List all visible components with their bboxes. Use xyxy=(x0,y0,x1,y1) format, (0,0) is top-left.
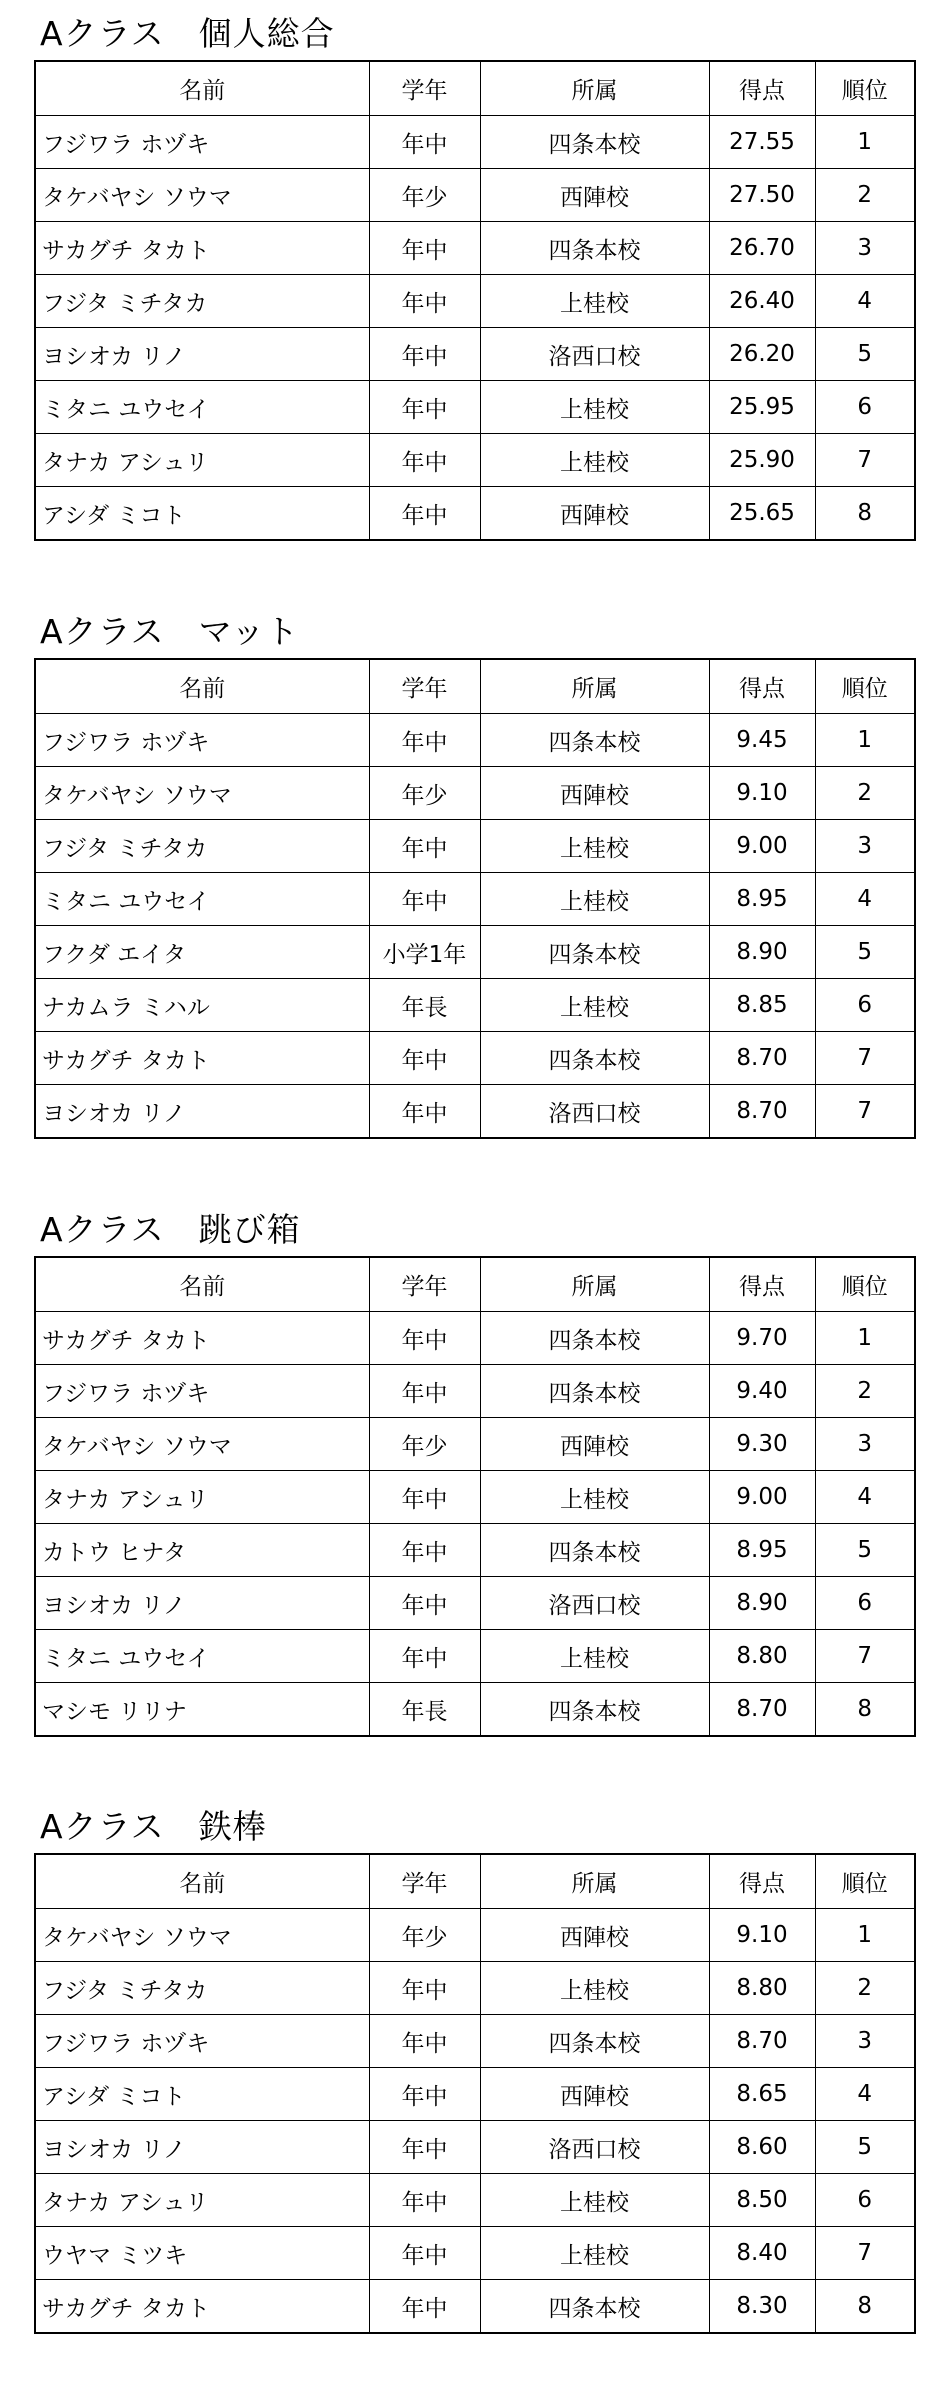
score-cell: 27.50 xyxy=(709,169,815,222)
rank-cell: 8 xyxy=(815,2280,915,2334)
name-cell: フクダ エイタ xyxy=(35,926,369,979)
school-cell: 四条本校 xyxy=(480,1365,709,1418)
grade-cell: 年中 xyxy=(369,873,480,926)
school-cell: 四条本校 xyxy=(480,1683,709,1737)
school-cell: 四条本校 xyxy=(480,1524,709,1577)
school-cell: 西陣校 xyxy=(480,487,709,541)
grade-cell: 年長 xyxy=(369,979,480,1032)
score-cell: 26.70 xyxy=(709,222,815,275)
school-cell: 上桂校 xyxy=(480,275,709,328)
score-cell: 8.65 xyxy=(709,2068,815,2121)
score-cell: 9.30 xyxy=(709,1418,815,1471)
grade-cell: 年長 xyxy=(369,1683,480,1737)
school-cell: 上桂校 xyxy=(480,820,709,873)
school-cell: 洛西口校 xyxy=(480,1085,709,1139)
table-row xyxy=(35,1312,915,1365)
header-grade: 学年 xyxy=(369,1854,480,1909)
header-name: 名前 xyxy=(35,1854,369,1909)
table-row xyxy=(35,328,915,381)
rank-cell: 2 xyxy=(815,1962,915,2015)
score-cell: 9.10 xyxy=(709,767,815,820)
school-cell: 上桂校 xyxy=(480,434,709,487)
rank-cell: 6 xyxy=(815,381,915,434)
table-row xyxy=(35,714,915,767)
score-cell: 8.30 xyxy=(709,2280,815,2334)
school-cell: 四条本校 xyxy=(480,116,709,169)
header-rank: 順位 xyxy=(815,1257,915,1312)
section-title: Aクラス 鉄棒 xyxy=(40,1807,267,1846)
header-rank: 順位 xyxy=(815,61,915,116)
rank-cell: 5 xyxy=(815,2121,915,2174)
header-school: 所属 xyxy=(480,61,709,116)
school-cell: 四条本校 xyxy=(480,926,709,979)
name-cell: ミタニ ユウセイ xyxy=(35,1630,369,1683)
score-cell: 8.95 xyxy=(709,873,815,926)
rank-cell: 3 xyxy=(815,222,915,275)
name-cell: ヨシオカ リノ xyxy=(35,1085,369,1139)
table-row xyxy=(35,926,915,979)
rank-cell: 2 xyxy=(815,1365,915,1418)
name-cell: フジワラ ホヅキ xyxy=(35,116,369,169)
table-row xyxy=(35,1962,915,2015)
table-row xyxy=(35,1418,915,1471)
rank-cell: 6 xyxy=(815,1577,915,1630)
table-row xyxy=(35,487,915,541)
header-rank: 順位 xyxy=(815,1854,915,1909)
table-row xyxy=(35,1577,915,1630)
school-cell: 四条本校 xyxy=(480,1312,709,1365)
table-row xyxy=(35,1909,915,1962)
rank-cell: 6 xyxy=(815,2174,915,2227)
school-cell: 洛西口校 xyxy=(480,328,709,381)
school-cell: 西陣校 xyxy=(480,1909,709,1962)
score-cell: 9.00 xyxy=(709,1471,815,1524)
rank-cell: 3 xyxy=(815,820,915,873)
score-cell: 8.90 xyxy=(709,926,815,979)
header-grade: 学年 xyxy=(369,61,480,116)
name-cell: フジワラ ホヅキ xyxy=(35,714,369,767)
name-cell: アシダ ミコト xyxy=(35,2068,369,2121)
grade-cell: 年中 xyxy=(369,1962,480,2015)
rank-cell: 1 xyxy=(815,1909,915,1962)
grade-cell: 年中 xyxy=(369,434,480,487)
score-cell: 8.60 xyxy=(709,2121,815,2174)
rank-cell: 2 xyxy=(815,169,915,222)
name-cell: フジワラ ホヅキ xyxy=(35,2015,369,2068)
header-score: 得点 xyxy=(709,659,815,714)
table-row xyxy=(35,2015,915,2068)
score-cell: 9.45 xyxy=(709,714,815,767)
section-title: Aクラス 跳び箱 xyxy=(40,1210,301,1249)
rank-cell: 4 xyxy=(815,275,915,328)
table-row xyxy=(35,873,915,926)
results-table xyxy=(34,60,916,541)
rank-cell: 4 xyxy=(815,873,915,926)
results-table xyxy=(34,658,916,1139)
table-header-row xyxy=(35,1854,915,1909)
grade-cell: 年中 xyxy=(369,275,480,328)
grade-cell: 年中 xyxy=(369,1085,480,1139)
results-table xyxy=(34,1256,916,1737)
score-cell: 8.70 xyxy=(709,1032,815,1085)
table-row xyxy=(35,1683,915,1737)
grade-cell: 年少 xyxy=(369,1418,480,1471)
table-row xyxy=(35,222,915,275)
table-row xyxy=(35,116,915,169)
section-title: Aクラス マット xyxy=(40,612,300,651)
header-score: 得点 xyxy=(709,1854,815,1909)
score-cell: 8.50 xyxy=(709,2174,815,2227)
grade-cell: 年少 xyxy=(369,767,480,820)
table-header-row xyxy=(35,1257,915,1312)
rank-cell: 5 xyxy=(815,926,915,979)
grade-cell: 年中 xyxy=(369,328,480,381)
table-header-row xyxy=(35,659,915,714)
header-name: 名前 xyxy=(35,61,369,116)
school-cell: 四条本校 xyxy=(480,1032,709,1085)
table-header-row xyxy=(35,61,915,116)
score-cell: 26.40 xyxy=(709,275,815,328)
name-cell: サカグチ タカト xyxy=(35,1032,369,1085)
name-cell: ヨシオカ リノ xyxy=(35,328,369,381)
grade-cell: 年中 xyxy=(369,2174,480,2227)
rank-cell: 7 xyxy=(815,2227,915,2280)
rank-cell: 7 xyxy=(815,1032,915,1085)
name-cell: タナカ アシュリ xyxy=(35,1471,369,1524)
score-cell: 9.10 xyxy=(709,1909,815,1962)
name-cell: フジタ ミチタカ xyxy=(35,1962,369,2015)
grade-cell: 年少 xyxy=(369,169,480,222)
table-row xyxy=(35,1365,915,1418)
table-row xyxy=(35,169,915,222)
school-cell: 西陣校 xyxy=(480,1418,709,1471)
score-cell: 25.65 xyxy=(709,487,815,541)
school-cell: 洛西口校 xyxy=(480,2121,709,2174)
score-cell: 8.40 xyxy=(709,2227,815,2280)
name-cell: フジタ ミチタカ xyxy=(35,820,369,873)
rank-cell: 7 xyxy=(815,1630,915,1683)
name-cell: ミタニ ユウセイ xyxy=(35,381,369,434)
grade-cell: 年中 xyxy=(369,222,480,275)
grade-cell: 年中 xyxy=(369,1524,480,1577)
name-cell: タケバヤシ ソウマ xyxy=(35,1909,369,1962)
score-cell: 25.95 xyxy=(709,381,815,434)
school-cell: 上桂校 xyxy=(480,1962,709,2015)
section-title: Aクラス 個人総合 xyxy=(40,14,335,53)
score-cell: 8.80 xyxy=(709,1962,815,2015)
name-cell: タケバヤシ ソウマ xyxy=(35,169,369,222)
header-school: 所属 xyxy=(480,1854,709,1909)
name-cell: ヨシオカ リノ xyxy=(35,2121,369,2174)
table-row xyxy=(35,2227,915,2280)
grade-cell: 年中 xyxy=(369,2121,480,2174)
rank-cell: 8 xyxy=(815,1683,915,1737)
grade-cell: 年中 xyxy=(369,1471,480,1524)
grade-cell: 年中 xyxy=(369,1365,480,1418)
table-row xyxy=(35,1032,915,1085)
results-table xyxy=(34,1853,916,2334)
rank-cell: 3 xyxy=(815,2015,915,2068)
name-cell: ヨシオカ リノ xyxy=(35,1577,369,1630)
rank-cell: 8 xyxy=(815,487,915,541)
score-cell: 8.80 xyxy=(709,1630,815,1683)
rank-cell: 1 xyxy=(815,1312,915,1365)
score-cell: 8.85 xyxy=(709,979,815,1032)
header-name: 名前 xyxy=(35,659,369,714)
table-row xyxy=(35,2121,915,2174)
school-cell: 上桂校 xyxy=(480,1630,709,1683)
score-cell: 9.70 xyxy=(709,1312,815,1365)
score-cell: 8.70 xyxy=(709,1683,815,1737)
name-cell: ナカムラ ミハル xyxy=(35,979,369,1032)
grade-cell: 年中 xyxy=(369,2015,480,2068)
rank-cell: 4 xyxy=(815,1471,915,1524)
rank-cell: 5 xyxy=(815,328,915,381)
school-cell: 上桂校 xyxy=(480,381,709,434)
grade-cell: 年少 xyxy=(369,1909,480,1962)
school-cell: 四条本校 xyxy=(480,2015,709,2068)
score-cell: 8.95 xyxy=(709,1524,815,1577)
grade-cell: 年中 xyxy=(369,714,480,767)
school-cell: 西陣校 xyxy=(480,2068,709,2121)
table-row xyxy=(35,434,915,487)
header-grade: 学年 xyxy=(369,659,480,714)
grade-cell: 年中 xyxy=(369,1630,480,1683)
header-school: 所属 xyxy=(480,1257,709,1312)
name-cell: カトウ ヒナタ xyxy=(35,1524,369,1577)
table-row xyxy=(35,2280,915,2334)
school-cell: 西陣校 xyxy=(480,169,709,222)
name-cell: サカグチ タカト xyxy=(35,1312,369,1365)
grade-cell: 年中 xyxy=(369,2068,480,2121)
name-cell: フジワラ ホヅキ xyxy=(35,1365,369,1418)
school-cell: 上桂校 xyxy=(480,979,709,1032)
table-row xyxy=(35,767,915,820)
score-cell: 8.70 xyxy=(709,1085,815,1139)
table-row xyxy=(35,1471,915,1524)
rank-cell: 6 xyxy=(815,979,915,1032)
name-cell: フジタ ミチタカ xyxy=(35,275,369,328)
rank-cell: 1 xyxy=(815,116,915,169)
table-row xyxy=(35,979,915,1032)
score-cell: 25.90 xyxy=(709,434,815,487)
rank-cell: 2 xyxy=(815,767,915,820)
table-row xyxy=(35,820,915,873)
header-score: 得点 xyxy=(709,1257,815,1312)
table-row xyxy=(35,1524,915,1577)
name-cell: タケバヤシ ソウマ xyxy=(35,767,369,820)
score-cell: 9.00 xyxy=(709,820,815,873)
rank-cell: 3 xyxy=(815,1418,915,1471)
grade-cell: 年中 xyxy=(369,2280,480,2334)
table-row xyxy=(35,1085,915,1139)
name-cell: タナカ アシュリ xyxy=(35,2174,369,2227)
school-cell: 四条本校 xyxy=(480,2280,709,2334)
name-cell: ウヤマ ミツキ xyxy=(35,2227,369,2280)
grade-cell: 年中 xyxy=(369,1312,480,1365)
name-cell: サカグチ タカト xyxy=(35,2280,369,2334)
grade-cell: 年中 xyxy=(369,2227,480,2280)
school-cell: 上桂校 xyxy=(480,2227,709,2280)
school-cell: 四条本校 xyxy=(480,222,709,275)
grade-cell: 年中 xyxy=(369,1577,480,1630)
name-cell: タナカ アシュリ xyxy=(35,434,369,487)
name-cell: マシモ リリナ xyxy=(35,1683,369,1737)
rank-cell: 1 xyxy=(815,714,915,767)
table-row xyxy=(35,1630,915,1683)
header-score: 得点 xyxy=(709,61,815,116)
school-cell: 上桂校 xyxy=(480,873,709,926)
header-rank: 順位 xyxy=(815,659,915,714)
grade-cell: 年中 xyxy=(369,820,480,873)
rank-cell: 5 xyxy=(815,1524,915,1577)
table-row xyxy=(35,2174,915,2227)
table-row xyxy=(35,381,915,434)
rank-cell: 4 xyxy=(815,2068,915,2121)
name-cell: サカグチ タカト xyxy=(35,222,369,275)
school-cell: 四条本校 xyxy=(480,714,709,767)
name-cell: アシダ ミコト xyxy=(35,487,369,541)
score-cell: 9.40 xyxy=(709,1365,815,1418)
name-cell: タケバヤシ ソウマ xyxy=(35,1418,369,1471)
grade-cell: 小学1年 xyxy=(369,926,480,979)
school-cell: 上桂校 xyxy=(480,1471,709,1524)
grade-cell: 年中 xyxy=(369,487,480,541)
table-row xyxy=(35,275,915,328)
score-cell: 8.90 xyxy=(709,1577,815,1630)
header-name: 名前 xyxy=(35,1257,369,1312)
score-cell: 8.70 xyxy=(709,2015,815,2068)
header-grade: 学年 xyxy=(369,1257,480,1312)
table-row xyxy=(35,2068,915,2121)
score-cell: 26.20 xyxy=(709,328,815,381)
name-cell: ミタニ ユウセイ xyxy=(35,873,369,926)
rank-cell: 7 xyxy=(815,1085,915,1139)
school-cell: 上桂校 xyxy=(480,2174,709,2227)
grade-cell: 年中 xyxy=(369,1032,480,1085)
school-cell: 洛西口校 xyxy=(480,1577,709,1630)
header-school: 所属 xyxy=(480,659,709,714)
score-cell: 27.55 xyxy=(709,116,815,169)
grade-cell: 年中 xyxy=(369,116,480,169)
school-cell: 西陣校 xyxy=(480,767,709,820)
rank-cell: 7 xyxy=(815,434,915,487)
grade-cell: 年中 xyxy=(369,381,480,434)
